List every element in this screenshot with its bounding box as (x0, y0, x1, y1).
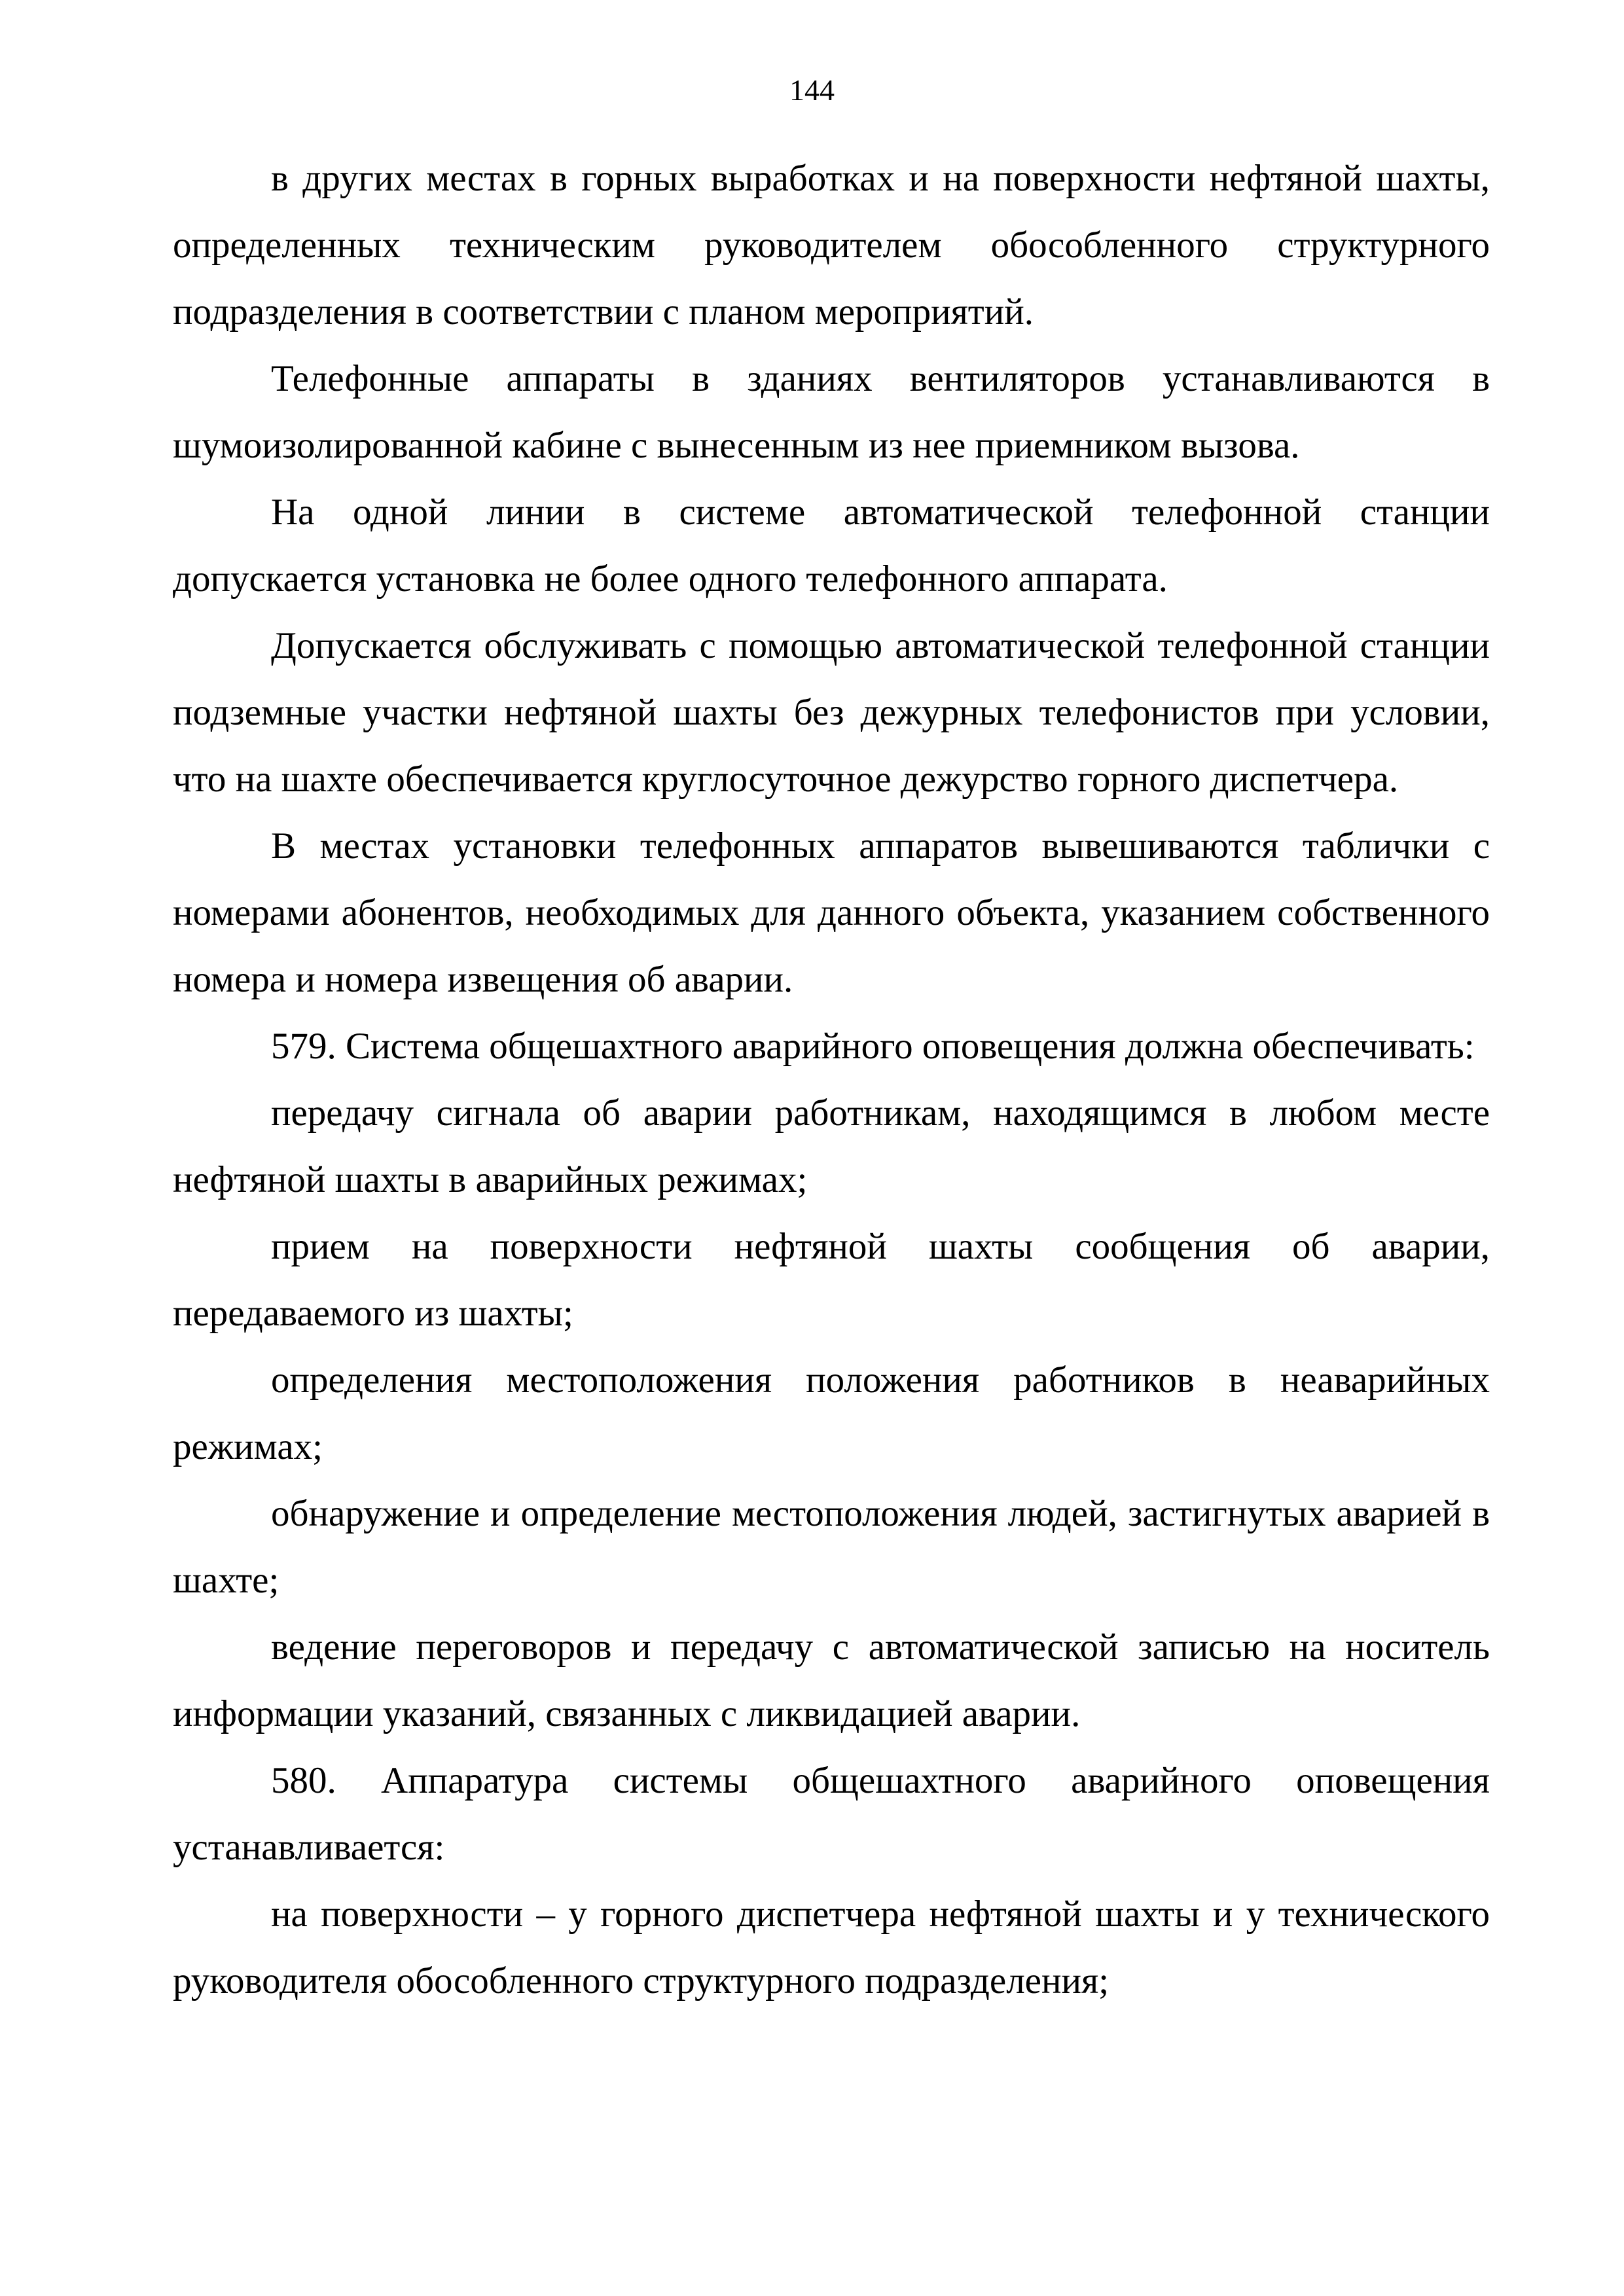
document-body (173, 145, 1490, 2015)
list-item-recorded-negotiations: ведение переговоров и передачу с автоматической записью на носитель информации указаний, связанных с ликвидацией аварии. (173, 1626, 1490, 1734)
list-item-worker-location: определения местоположения положения работников в неаварийных режимах; (173, 1359, 1490, 1467)
page-number: 144 (789, 73, 835, 107)
paragraph-single-phone-per-line: На одной линии в системе автоматической телефонной станции допускается установка не более одного телефонного аппарата. (173, 492, 1490, 600)
paragraph-579-heading: 579. Система общешахтного аварийного оповещения должна обеспечивать: (271, 1026, 1475, 1067)
list-item-surface-reception: прием на поверхности нефтяной шахты сообщения об аварии, передаваемого из шахты; (173, 1226, 1490, 1334)
paragraph-continued: в других местах в горных выработках и на поверхности нефтяной шахты, определенных техническим руководителем обособленного структурного подразделения в соответствии с планом мероприятий. (173, 158, 1490, 332)
paragraph-580-heading: 580. Аппаратура системы общешахтного аварийного оповещения устанавливается: (173, 1760, 1490, 1868)
list-item-surface-installation: на поверхности – у горного диспетчера нефтяной шахты и у технического руководителя обособленного структурного подразделения; (173, 1893, 1490, 2001)
paragraph-subscriber-plates: В местах установки телефонных аппаратов вывешиваются таблички с номерами абонентов, необходимых для данного объекта, указанием собственного номера и номера извещения об аварии. (173, 825, 1490, 1000)
list-item-signal-transmission: передачу сигнала об аварии работникам, находящимся в любом месте нефтяной шахты в аварийных режимах; (173, 1092, 1490, 1200)
paragraph-unattended-exchange: Допускается обслуживать с помощью автоматической телефонной станции подземные участки нефтяной шахты без дежурных телефонистов при условии, что на шахте обеспечивается круглосуточное дежурство горного диспетчера. (173, 625, 1490, 800)
list-item-people-detection: обнаружение и определение местоположения людей, застигнутых аварией в шахте; (173, 1493, 1490, 1601)
paragraph-fan-building-phones: Телефонные аппараты в зданиях вентиляторов устанавливаются в шумоизолированной кабине с вынесенным из нее приемником вызова. (173, 358, 1490, 466)
